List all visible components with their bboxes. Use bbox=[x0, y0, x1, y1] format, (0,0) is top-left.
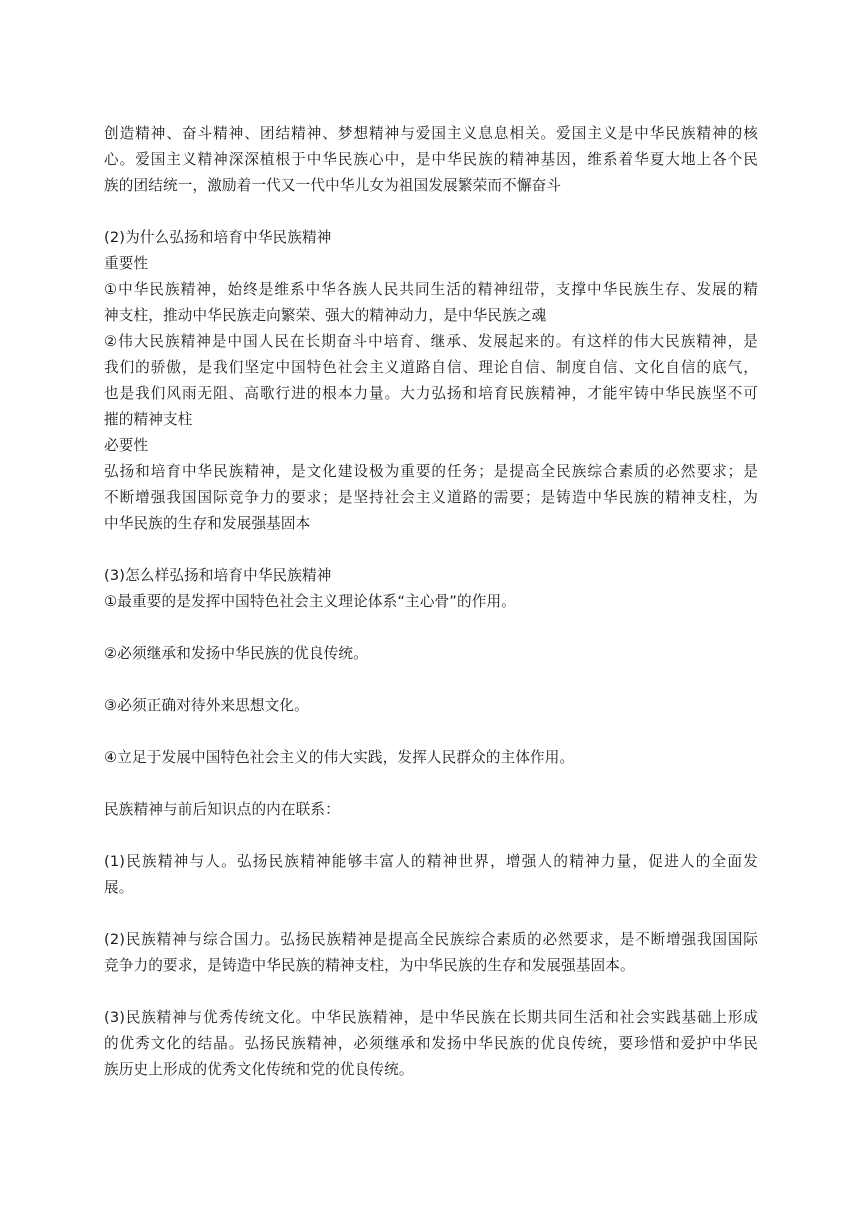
text-line: 心。爱国主义精神深深植根于中华民族心中，是中华民族的精神基因，维系着华夏大地上各个民 bbox=[104, 151, 758, 168]
blank-line bbox=[104, 901, 758, 927]
text-line: (1)民族精神与人。弘扬民族精神能够丰富人的精神世界，增强人的精神力量，促进人的全面发 bbox=[104, 853, 758, 870]
text-line: 不断增强我国国际竞争力的要求；是坚持社会主义道路的需要；是铸造中华民族的精神支柱，为 bbox=[104, 489, 758, 506]
text-line: 族历史上形成的优秀文化传统和党的优良传统。 bbox=[104, 1061, 414, 1078]
text-line: 必要性 bbox=[104, 437, 149, 454]
blank-line bbox=[104, 823, 758, 849]
text-line: 创造精神、奋斗精神、团结精神、梦想精神与爱国主义息息相关。爱国主义是中华民族精神的核 bbox=[104, 125, 758, 142]
text-line: ④立足于发展中国特色社会主义的伟大实践，发挥人民群众的主体作用。 bbox=[104, 749, 575, 766]
text-line: 展。 bbox=[104, 879, 134, 896]
text-line: 中华民族的生存和发展强基固本 bbox=[104, 515, 311, 532]
text-line: 重要性 bbox=[104, 255, 149, 272]
blank-line bbox=[104, 199, 758, 225]
text-line: (2)为什么弘扬和培育中华民族精神 bbox=[104, 229, 332, 246]
text-line: ②伟大民族精神是中国人民在长期奋斗中培育、继承、发展起来的。有这样的伟大民族精神，是 bbox=[104, 333, 758, 350]
text-line: 竞争力的要求，是铸造中华民族的精神支柱，为中华民族的生存和发展强基固本。 bbox=[104, 957, 635, 974]
text-line: ①最重要的是发挥中国特色社会主义理论体系“主心骨”的作用。 bbox=[104, 593, 516, 610]
blank-line bbox=[104, 615, 758, 641]
blank-line bbox=[104, 537, 758, 563]
text-line: 我们的骄傲，是我们坚定中国特色社会主义道路自信、理论自信、制度自信、文化自信的底气， bbox=[104, 359, 758, 376]
text-line: 民族精神与前后知识点的内在联系： bbox=[104, 801, 340, 818]
text-line: 族的团结统一，激励着一代又一代中华儿女为祖国发展繁荣而不懈奋斗 bbox=[104, 177, 562, 194]
text-line: ②必须继承和发扬中华民族的优良传统。 bbox=[104, 645, 368, 662]
text-line: ①中华民族精神，始终是维系中华各族人民共同生活的精神纽带，支撑中华民族生存、发展的精 bbox=[104, 281, 758, 298]
text-line: 也是我们风雨无阻、高歌行进的根本力量。大力弘扬和培育民族精神，才能牢铸中华民族坚不可 bbox=[104, 385, 758, 402]
text-line: 的优秀文化的结晶。弘扬民族精神，必须继承和发扬中华民族的优良传统，要珍惜和爱护中华民 bbox=[104, 1035, 758, 1052]
text-line: 摧的精神支柱 bbox=[104, 411, 193, 428]
blank-line bbox=[104, 719, 758, 745]
blank-line bbox=[104, 771, 758, 797]
text-line: 神支柱，推动中华民族走向繁荣、强大的精神动力，是中华民族之魂 bbox=[104, 307, 547, 324]
text-line: 弘扬和培育中华民族精神，是文化建设极为重要的任务；是提高全民族综合素质的必然要求；是 bbox=[104, 463, 758, 480]
text-line: (3)怎么样弘扬和培育中华民族精神 bbox=[104, 567, 332, 584]
text-line: ③必须正确对待外来思想文化。 bbox=[104, 697, 309, 714]
blank-line bbox=[104, 979, 758, 1005]
text-line: (3)民族精神与优秀传统文化。中华民族精神，是中华民族在长期共同生活和社会实践基础上形成 bbox=[104, 1009, 758, 1026]
text-line: (2)民族精神与综合国力。弘扬民族精神是提高全民族综合素质的必然要求，是不断增强我国国际 bbox=[104, 931, 758, 948]
blank-line bbox=[104, 667, 758, 693]
document-page bbox=[104, 121, 758, 1083]
